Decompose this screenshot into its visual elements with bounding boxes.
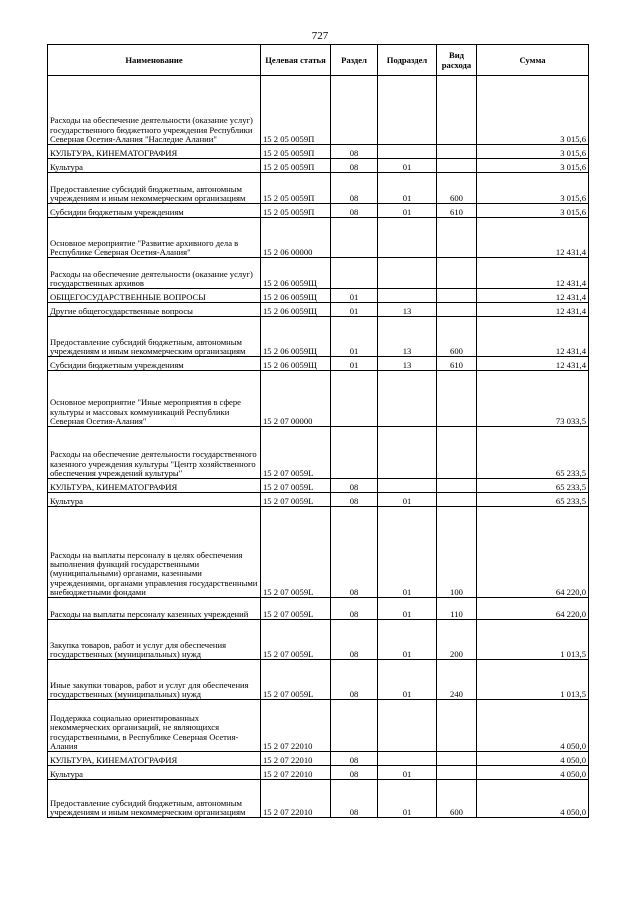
row-sum-cell: 12 431,4: [477, 357, 589, 371]
row-subsection-cell: 13: [378, 357, 437, 371]
row-target-article-cell: 15 2 05 0059П: [261, 204, 331, 218]
row-target-article-cell: 15 2 07 0059L: [261, 598, 331, 620]
row-expense-type-cell: 610: [437, 204, 477, 218]
row-sum-cell: 3 015,6: [477, 173, 589, 204]
table-row: [48, 479, 589, 493]
header-sum: Сумма: [477, 45, 589, 76]
row-name-cell: Предоставление субсидий бюджетным, автономным учреждениям и иным некоммерческим организациям: [48, 317, 261, 357]
row-section-cell: 08: [331, 493, 378, 507]
row-name-cell: Иные закупки товаров, работ и услуг для обеспечения государственных (муниципальных) нужд: [48, 660, 261, 700]
table-row: [48, 289, 589, 303]
row-section-cell: 08: [331, 145, 378, 159]
row-subsection-cell: 13: [378, 317, 437, 357]
row-target-article-cell: 15 2 05 0059П: [261, 76, 331, 145]
table-row: [48, 371, 589, 427]
row-expense-type-cell: [437, 427, 477, 479]
row-target-article-cell: 15 2 06 0059Щ: [261, 289, 331, 303]
table-row: [48, 173, 589, 204]
row-target-article-cell: 15 2 06 0059Щ: [261, 258, 331, 289]
row-sum-cell: 12 431,4: [477, 317, 589, 357]
row-name-cell: Субсидии бюджетным учреждениям: [48, 204, 261, 218]
row-name-cell: ОБЩЕГОСУДАРСТВЕННЫЕ ВОПРОСЫ: [48, 289, 261, 303]
row-sum-cell: 1 013,5: [477, 620, 589, 660]
row-subsection-cell: [378, 371, 437, 427]
row-sum-cell: 12 431,4: [477, 258, 589, 289]
table-row: [48, 493, 589, 507]
row-sum-cell: 3 015,6: [477, 145, 589, 159]
row-subsection-cell: [378, 258, 437, 289]
row-section-cell: [331, 700, 378, 752]
row-target-article-cell: 15 2 07 0059L: [261, 660, 331, 700]
row-target-article-cell: 15 2 07 22010: [261, 766, 331, 780]
header-subsection: Подраздел: [378, 45, 437, 76]
row-section-cell: [331, 218, 378, 258]
row-expense-type-cell: 200: [437, 620, 477, 660]
row-target-article-cell: 15 2 07 0059L: [261, 479, 331, 493]
row-expense-type-cell: 610: [437, 357, 477, 371]
row-section-cell: [331, 258, 378, 289]
row-sum-cell: 12 431,4: [477, 289, 589, 303]
row-subsection-cell: 01: [378, 620, 437, 660]
row-section-cell: [331, 371, 378, 427]
row-expense-type-cell: [437, 145, 477, 159]
row-section-cell: 08: [331, 159, 378, 173]
row-name-cell: Культура: [48, 493, 261, 507]
row-sum-cell: 4 050,0: [477, 766, 589, 780]
row-expense-type-cell: 600: [437, 317, 477, 357]
row-target-article-cell: 15 2 05 0059П: [261, 145, 331, 159]
row-sum-cell: 64 220,0: [477, 507, 589, 598]
row-name-cell: Расходы на выплаты персоналу казенных учреждений: [48, 598, 261, 620]
header-expense-type: Вид расхода: [437, 45, 477, 76]
row-sum-cell: 65 233,5: [477, 479, 589, 493]
row-subsection-cell: [378, 752, 437, 766]
row-target-article-cell: 15 2 07 00000: [261, 371, 331, 427]
row-sum-cell: 4 050,0: [477, 700, 589, 752]
row-section-cell: 08: [331, 620, 378, 660]
row-expense-type-cell: [437, 700, 477, 752]
row-expense-type-cell: [437, 493, 477, 507]
row-subsection-cell: 01: [378, 173, 437, 204]
row-expense-type-cell: 600: [437, 780, 477, 818]
row-sum-cell: 1 013,5: [477, 660, 589, 700]
row-expense-type-cell: [437, 371, 477, 427]
row-sum-cell: 3 015,6: [477, 159, 589, 173]
row-name-cell: Субсидии бюджетным учреждениям: [48, 357, 261, 371]
row-expense-type-cell: [437, 303, 477, 317]
row-subsection-cell: 01: [378, 598, 437, 620]
table-row: [48, 204, 589, 218]
row-subsection-cell: 01: [378, 159, 437, 173]
row-section-cell: 08: [331, 766, 378, 780]
row-expense-type-cell: [437, 479, 477, 493]
row-expense-type-cell: [437, 258, 477, 289]
row-expense-type-cell: 600: [437, 173, 477, 204]
budget-table: [47, 44, 589, 818]
table-row: [48, 218, 589, 258]
row-subsection-cell: [378, 700, 437, 752]
table-header-row: [48, 45, 589, 76]
header-name: Наименование: [48, 45, 261, 76]
row-section-cell: 08: [331, 780, 378, 818]
row-subsection-cell: 01: [378, 493, 437, 507]
row-target-article-cell: 15 2 07 0059L: [261, 507, 331, 598]
row-subsection-cell: [378, 145, 437, 159]
row-section-cell: [331, 427, 378, 479]
row-section-cell: 08: [331, 204, 378, 218]
table-row: [48, 620, 589, 660]
row-target-article-cell: 15 2 06 0059Щ: [261, 317, 331, 357]
row-target-article-cell: 15 2 05 0059П: [261, 173, 331, 204]
row-subsection-cell: [378, 289, 437, 303]
row-name-cell: Культура: [48, 766, 261, 780]
row-sum-cell: 4 050,0: [477, 780, 589, 818]
row-section-cell: [331, 76, 378, 145]
row-sum-cell: 65 233,5: [477, 427, 589, 479]
row-expense-type-cell: [437, 218, 477, 258]
row-name-cell: Поддержка социально ориентированных некоммерческих организаций, не являющихся государственными, в Республике Северная Осетия-Алания: [48, 700, 261, 752]
row-subsection-cell: 01: [378, 660, 437, 700]
row-subsection-cell: 01: [378, 204, 437, 218]
page-number: 727: [311, 30, 329, 42]
table-row: [48, 258, 589, 289]
table-row: [48, 660, 589, 700]
row-name-cell: КУЛЬТУРА, КИНЕМАТОГРАФИЯ: [48, 479, 261, 493]
row-name-cell: Основное мероприятие "Развитие архивного дела в Республике Северная Осетия-Алания": [48, 218, 261, 258]
table-row: [48, 317, 589, 357]
row-name-cell: Расходы на обеспечение деятельности государственного казенного учреждения культуры "Центр хозяйственного обеспечения учреждений культуры": [48, 427, 261, 479]
row-sum-cell: 64 220,0: [477, 598, 589, 620]
row-sum-cell: 73 033,5: [477, 371, 589, 427]
row-section-cell: 08: [331, 507, 378, 598]
row-subsection-cell: 01: [378, 507, 437, 598]
row-name-cell: КУЛЬТУРА, КИНЕМАТОГРАФИЯ: [48, 752, 261, 766]
table-row: [48, 766, 589, 780]
row-target-article-cell: 15 2 07 0059L: [261, 493, 331, 507]
row-section-cell: 08: [331, 660, 378, 700]
row-name-cell: КУЛЬТУРА, КИНЕМАТОГРАФИЯ: [48, 145, 261, 159]
row-target-article-cell: 15 2 07 22010: [261, 752, 331, 766]
row-name-cell: Другие общегосударственные вопросы: [48, 303, 261, 317]
row-expense-type-cell: [437, 766, 477, 780]
row-section-cell: 08: [331, 479, 378, 493]
table-row: [48, 303, 589, 317]
table-row: [48, 427, 589, 479]
row-target-article-cell: 15 2 06 0059Щ: [261, 357, 331, 371]
row-subsection-cell: [378, 218, 437, 258]
row-expense-type-cell: [437, 159, 477, 173]
row-sum-cell: 12 431,4: [477, 303, 589, 317]
row-subsection-cell: 01: [378, 780, 437, 818]
row-name-cell: Культура: [48, 159, 261, 173]
row-target-article-cell: 15 2 06 00000: [261, 218, 331, 258]
row-name-cell: Предоставление субсидий бюджетным, автономным учреждениям и иным некоммерческим организациям: [48, 173, 261, 204]
row-name-cell: Расходы на обеспечение деятельности (оказание услуг) государственных архивов: [48, 258, 261, 289]
row-section-cell: 08: [331, 752, 378, 766]
row-target-article-cell: 15 2 07 0059L: [261, 620, 331, 660]
row-name-cell: Расходы на выплаты персоналу в целях обеспечения выполнения функций государственными (муниципальными) органами, казенными учреждениями, органами управления государственными внебюджетными фондами: [48, 507, 261, 598]
header-target-article: Целевая статья: [261, 45, 331, 76]
table-row: [48, 159, 589, 173]
row-section-cell: 08: [331, 173, 378, 204]
table-row: [48, 357, 589, 371]
row-sum-cell: 65 233,5: [477, 493, 589, 507]
row-target-article-cell: 15 2 07 22010: [261, 700, 331, 752]
row-expense-type-cell: [437, 76, 477, 145]
table-row: [48, 145, 589, 159]
row-expense-type-cell: 240: [437, 660, 477, 700]
row-section-cell: 01: [331, 317, 378, 357]
row-section-cell: 01: [331, 289, 378, 303]
row-name-cell: Закупка товаров, работ и услуг для обеспечения государственных (муниципальных) нужд: [48, 620, 261, 660]
row-subsection-cell: 13: [378, 303, 437, 317]
table-row: [48, 598, 589, 620]
row-expense-type-cell: [437, 289, 477, 303]
row-sum-cell: 3 015,6: [477, 76, 589, 145]
row-target-article-cell: 15 2 06 0059Щ: [261, 303, 331, 317]
row-sum-cell: 12 431,4: [477, 218, 589, 258]
row-name-cell: Расходы на обеспечение деятельности (оказание услуг) государственного бюджетного учреждения Республики Северная Осетия-Алания "Наследие Алании": [48, 76, 261, 145]
row-section-cell: 08: [331, 598, 378, 620]
table-row: [48, 507, 589, 598]
table-row: [48, 76, 589, 145]
table-row: [48, 780, 589, 818]
row-expense-type-cell: 100: [437, 507, 477, 598]
row-subsection-cell: [378, 76, 437, 145]
row-subsection-cell: [378, 427, 437, 479]
row-sum-cell: 4 050,0: [477, 752, 589, 766]
row-subsection-cell: [378, 479, 437, 493]
row-section-cell: 01: [331, 357, 378, 371]
row-section-cell: 01: [331, 303, 378, 317]
row-expense-type-cell: [437, 752, 477, 766]
row-sum-cell: 3 015,6: [477, 204, 589, 218]
row-target-article-cell: 15 2 07 22010: [261, 780, 331, 818]
table-row: [48, 752, 589, 766]
row-subsection-cell: 01: [378, 766, 437, 780]
row-name-cell: Основное мероприятие "Иные мероприятия в сфере культуры и массовых коммуникаций Республики Северная Осетия-Алания": [48, 371, 261, 427]
table-row: [48, 700, 589, 752]
row-target-article-cell: 15 2 05 0059П: [261, 159, 331, 173]
row-name-cell: Предоставление субсидий бюджетным, автономным учреждениям и иным некоммерческим организациям: [48, 780, 261, 818]
row-expense-type-cell: 110: [437, 598, 477, 620]
row-target-article-cell: 15 2 07 0059L: [261, 427, 331, 479]
header-section: Раздел: [331, 45, 378, 76]
